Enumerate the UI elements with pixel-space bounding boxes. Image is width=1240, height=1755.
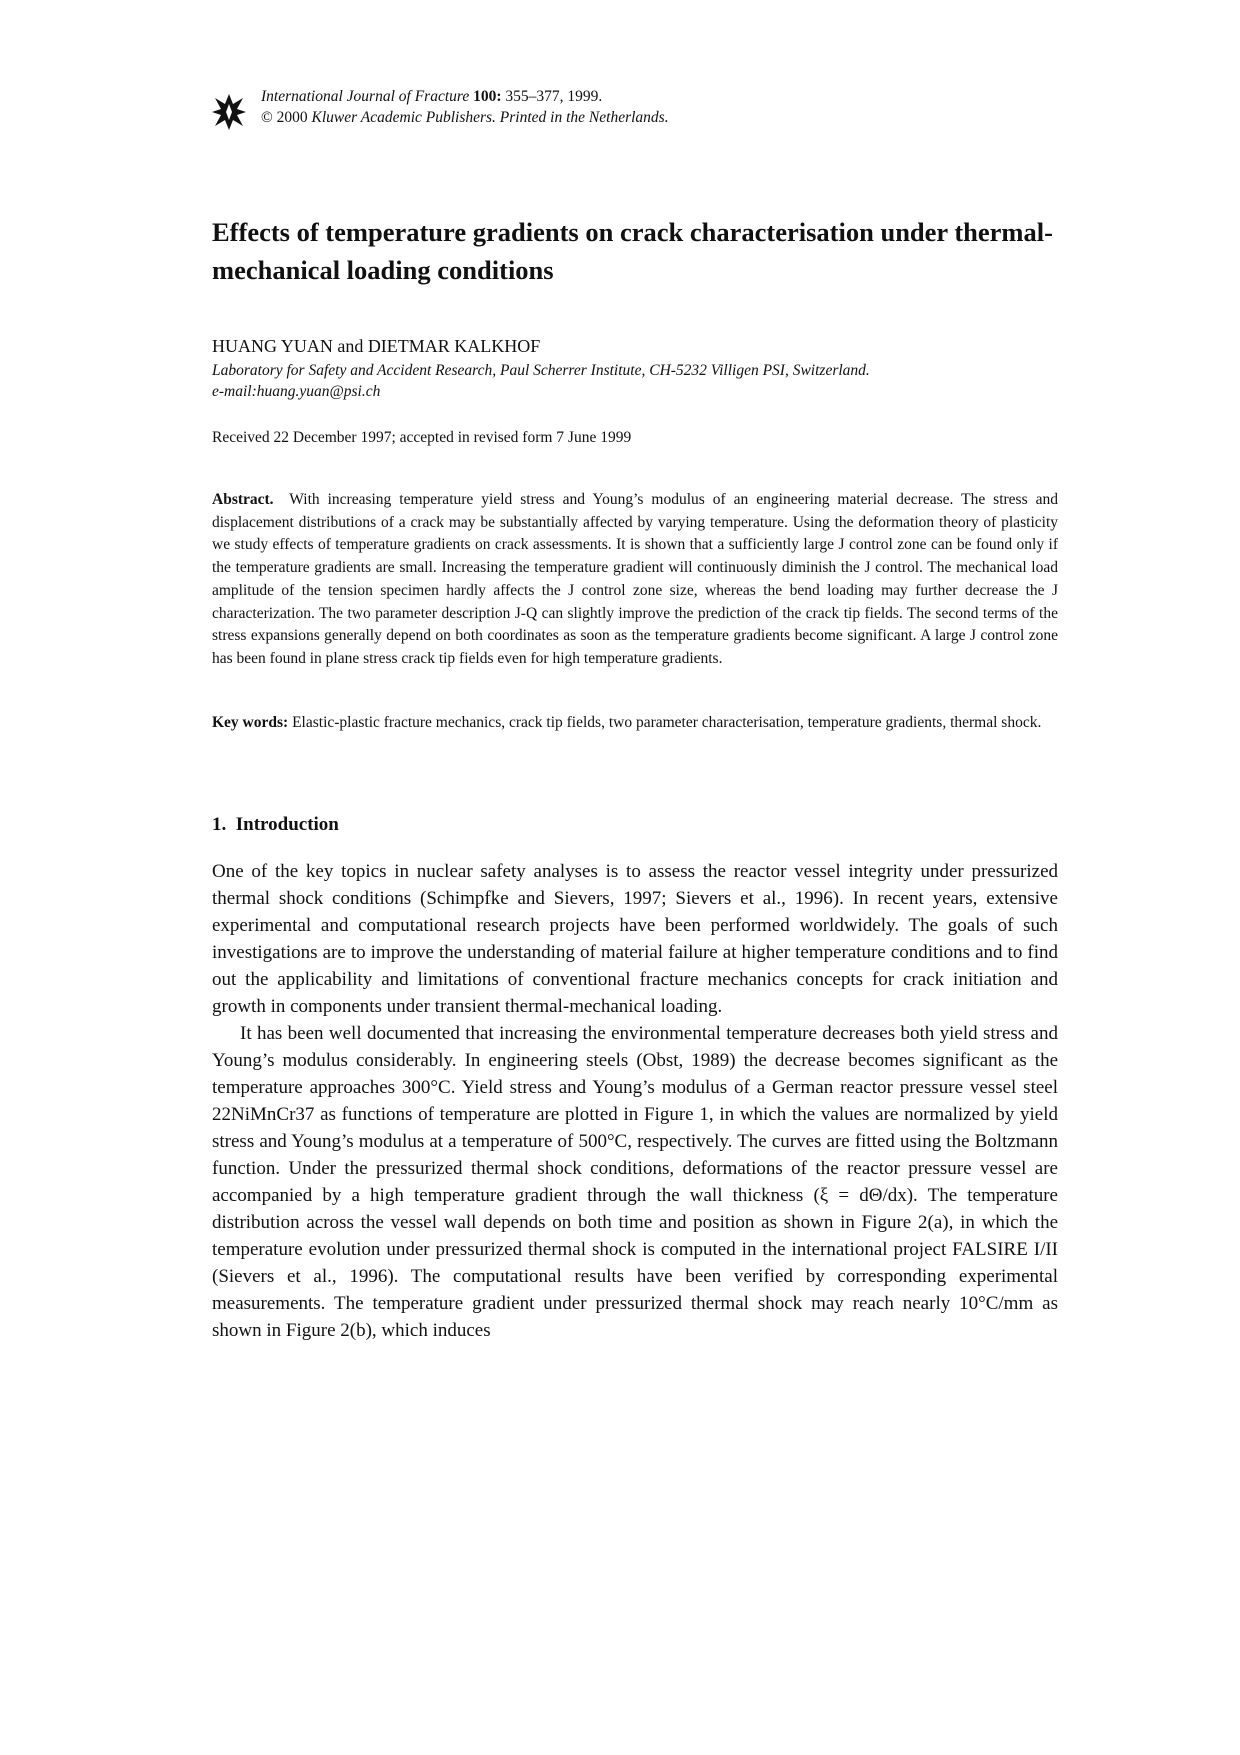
section-heading — [212, 812, 339, 838]
paper-title: Effects of temperature gradients on crack characterisation under thermal-mechanical loading conditions — [212, 217, 1053, 285]
abstract-label: Abstract. — [212, 491, 274, 508]
section-title: Introduction — [235, 814, 339, 835]
paper-authors: HUANG YUAN and DIETMAR KALKHOF — [212, 336, 541, 356]
copyright-year: © 2000 — [261, 109, 308, 126]
journal-volume: 100: — [473, 88, 502, 105]
section-body — [212, 858, 1058, 1344]
section-number: 1. — [212, 814, 227, 835]
publisher-name: Kluwer Academic Publishers. Printed in the Netherlands. — [311, 109, 669, 126]
journal-pages: 355–377, 1999. — [505, 88, 603, 105]
publisher-logo-icon — [212, 92, 246, 132]
affiliation: Laboratory for Safety and Accident Research, Paul Scherrer Institute, CH-5232 Villigen PSI, Switzerland. — [212, 362, 870, 379]
author-affiliation-block — [212, 360, 870, 402]
paper-page — [212, 86, 1058, 1341]
journal-header — [212, 86, 1058, 134]
abstract-text: With increasing temperature yield stress and Young’s modulus of an engineering material decrease. The stress and displacement distributions of a crack may be substantially affected by varying temperature. Using the deformation theory of plasticity we study effects of temperature gradients on crack assessments. It is shown that a sufficiently large J control zone can be found only if the temperature gradients are small. Increasing the temperature gradient will continuously diminish the J control. The mechanical load amplitude of the tension specimen hardly affects the J control zone size, whereas the bend loading may further decrease the J characterization. The two parameter description J-Q can slightly improve the prediction of the crack tip fields. The second terms of the stress expansions generally depend on both coordinates as soon as the temperature gradients become significant. A large J control zone has been found in plane stress crack tip fields even for high temperature gradients. — [212, 491, 1058, 667]
journal-line — [261, 86, 669, 107]
keywords — [212, 712, 1058, 735]
keywords-text: Elastic-plastic fracture mechanics, crack tip fields, two parameter characterisation, temperature gradients, thermal shock. — [292, 714, 1042, 731]
journal-name: International Journal of Fracture — [261, 88, 470, 105]
journal-citation — [261, 86, 669, 128]
keywords-label: Key words: — [212, 714, 289, 731]
received-date: Received 22 December 1997; accepted in revised form 7 June 1999 — [212, 429, 632, 446]
paragraph: One of the key topics in nuclear safety analyses is to assess the reactor vessel integrity under pressurized thermal shock conditions (Schimpfke and Sievers, 1997; Sievers et al., 1996). In recent years, extensive experimental and computational research projects have been performed worldwidely. The goals of such investigations are to improve the understanding of material failure at higher temperature conditions and to find out the applicability and limitations of conventional fracture mechanics concepts for crack initiation and growth in components under transient thermal-mechanical loading. — [212, 861, 1058, 1017]
copyright-line — [261, 107, 669, 128]
paragraph: It has been well documented that increasing the environmental temperature decreases both yield stress and Young’s modulus considerably. In engineering steels (Obst, 1989) the decrease becomes significant as the temperature approaches 300°C. Yield stress and Young’s modulus of a German reactor pressure vessel steel 22NiMnCr37 as functions of temperature are plotted in Figure 1, in which the values are normalized by yield stress and Young’s modulus at a temperature of 500°C, respectively. The curves are fitted using the Boltzmann function. Under the pressurized thermal shock conditions, deformations of the reactor pressure vessel are accompanied by a high temperature gradient through the wall thickness (ξ = dΘ/dx). The temperature distribution across the vessel wall depends on both time and position as shown in Figure 2(a), in which the temperature evolution under pressurized thermal shock is computed in the international project FALSIRE I/II (Sievers et al., 1996). The computational results have been verified by corresponding experimental measurements. The temperature gradient under pressurized thermal shock may reach nearly 10°C/mm as shown in Figure 2(b), which induces — [212, 1023, 1058, 1341]
abstract — [212, 489, 1058, 671]
author-email: e-mail:huang.yuan@psi.ch — [212, 383, 381, 400]
